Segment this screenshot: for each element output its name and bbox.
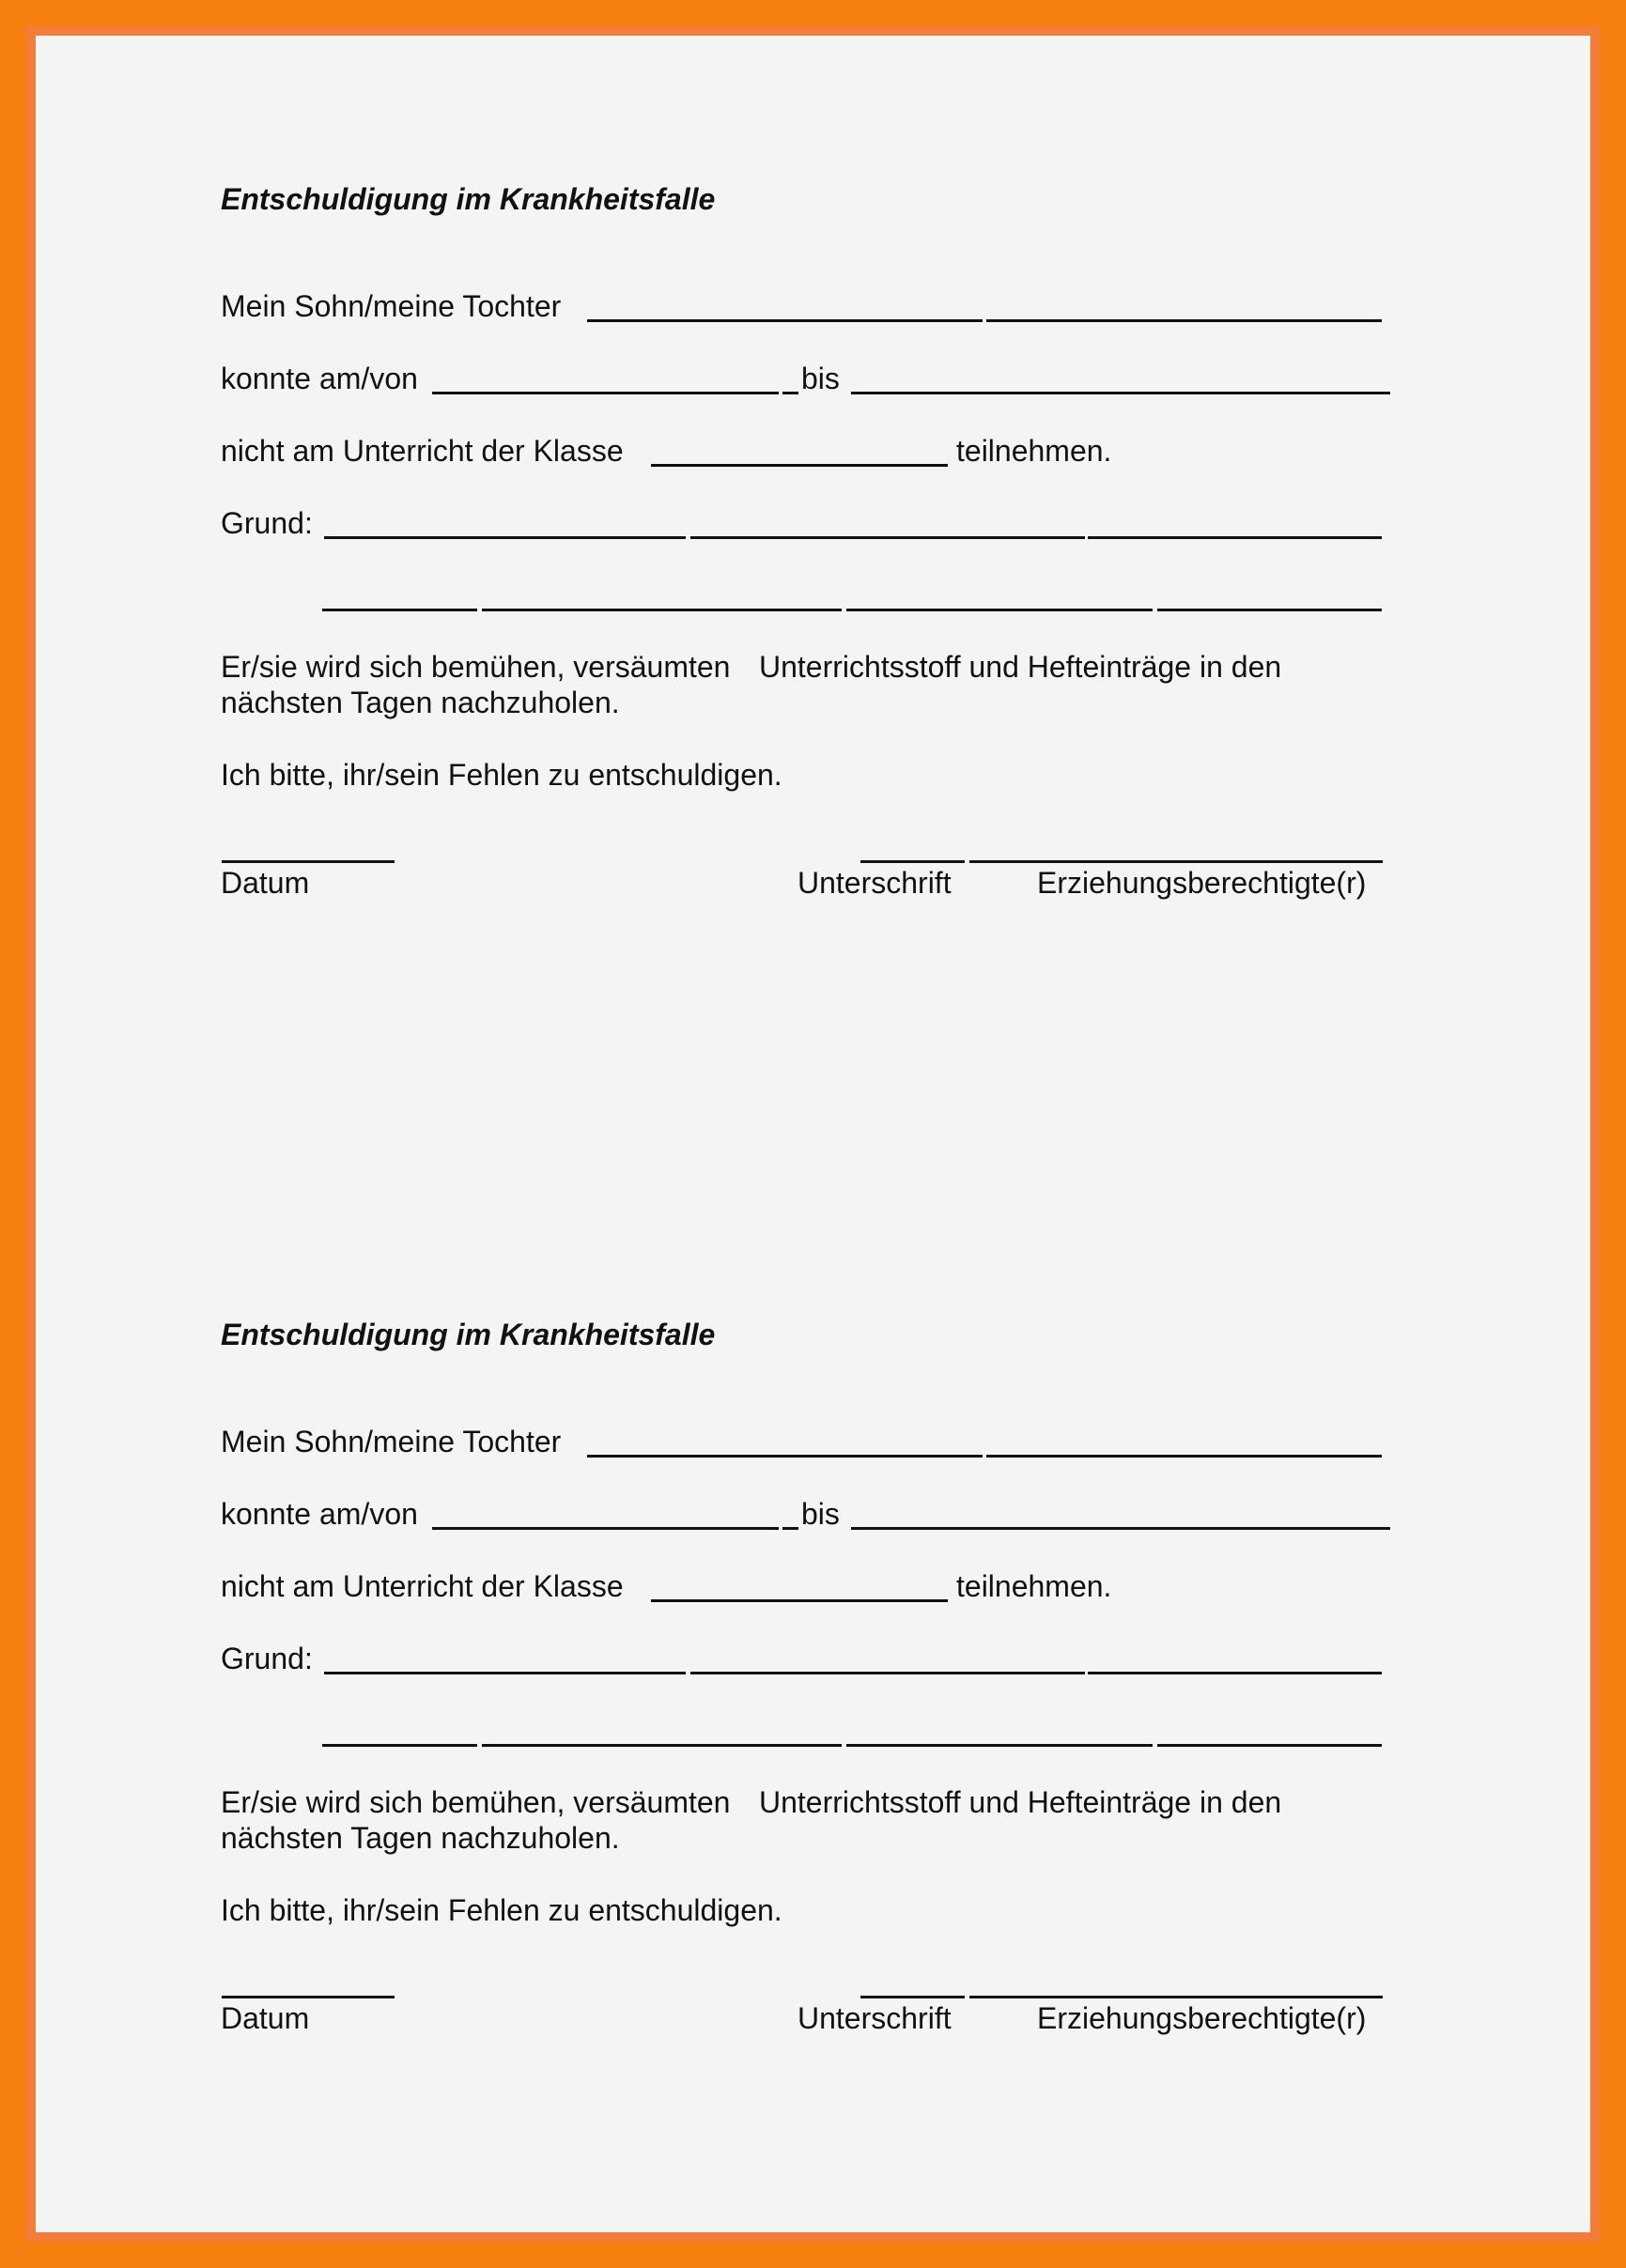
date-from-field[interactable] [432,392,779,394]
label-reason: Grund: [221,506,313,540]
excuse-form [0,1318,1626,2050]
label-date: Datum [221,2001,310,2035]
paragraph-text: Er/sie wird sich bemühen, versäumten [221,1785,731,1819]
reason-line2-field[interactable] [322,609,477,611]
class-field[interactable] [651,464,948,467]
reason-line2-field-3[interactable] [846,609,1153,611]
signature-field[interactable] [860,1996,965,1998]
reason-field[interactable] [324,1672,686,1674]
label-from: konnte am/von [221,362,418,395]
separator-line [782,392,798,394]
date-to-field[interactable] [851,1527,1390,1530]
date-signature-field[interactable] [222,1996,395,1998]
reason-line2-field[interactable] [322,1744,477,1747]
paragraph-text-cont: Unterrichtsstoff und Hefteinträge in den [759,650,1282,684]
request-text: Ich bitte, ihr/sein Fehlen zu entschuldigen. [221,1893,782,1927]
paragraph-text: Er/sie wird sich bemühen, versäumten [221,650,731,684]
label-class: nicht am Unterricht der Klasse [221,1569,624,1603]
signature-field-2[interactable] [969,1996,1383,1998]
label-attend: teilnehmen. [956,434,1112,468]
date-from-field[interactable] [432,1527,779,1530]
paragraph-text-cont: Unterrichtsstoff und Hefteinträge in den [759,1785,1282,1819]
label-class: nicht am Unterricht der Klasse [221,434,624,468]
request-text: Ich bitte, ihr/sein Fehlen zu entschuldigen. [221,758,782,792]
reason-line2-field-3[interactable] [846,1744,1153,1747]
paragraph-text-line2: nächsten Tagen nachzuholen. [221,1821,620,1855]
reason-line2-field-4[interactable] [1157,1744,1382,1747]
label-guardian: Erziehungsberechtigte(r) [1037,2001,1367,2035]
reason-field-2[interactable] [690,536,1085,539]
label-child: Mein Sohn/meine Tochter [221,289,562,323]
label-to: bis [801,1497,840,1531]
label-signature: Unterschrift [798,2001,952,2035]
label-to: bis [801,362,840,395]
label-reason: Grund: [221,1642,313,1675]
child-name-field-2[interactable] [986,1455,1382,1458]
label-attend: teilnehmen. [956,1569,1112,1603]
child-name-field-2[interactable] [986,319,1382,322]
form-title: Entschuldigung im Krankheitsfalle [221,182,716,216]
class-field[interactable] [651,1599,948,1602]
reason-line2-field-2[interactable] [482,609,842,611]
reason-field-3[interactable] [1088,536,1382,539]
reason-line2-field-4[interactable] [1157,609,1382,611]
paragraph-text-line2: nächsten Tagen nachzuholen. [221,686,620,719]
date-to-field[interactable] [851,392,1390,394]
date-signature-field[interactable] [222,860,395,863]
reason-line2-field-2[interactable] [482,1744,842,1747]
label-from: konnte am/von [221,1497,418,1531]
child-name-field[interactable] [587,1455,983,1458]
label-child: Mein Sohn/meine Tochter [221,1425,562,1458]
separator-line [782,1527,798,1530]
signature-field-2[interactable] [969,860,1383,863]
excuse-form [0,182,1626,915]
signature-field[interactable] [860,860,965,863]
label-guardian: Erziehungsberechtigte(r) [1037,866,1367,900]
reason-field[interactable] [324,536,686,539]
child-name-field[interactable] [587,319,983,322]
reason-field-2[interactable] [690,1672,1085,1674]
label-date: Datum [221,866,310,900]
form-title: Entschuldigung im Krankheitsfalle [221,1318,716,1351]
label-signature: Unterschrift [798,866,952,900]
reason-field-3[interactable] [1088,1672,1382,1674]
